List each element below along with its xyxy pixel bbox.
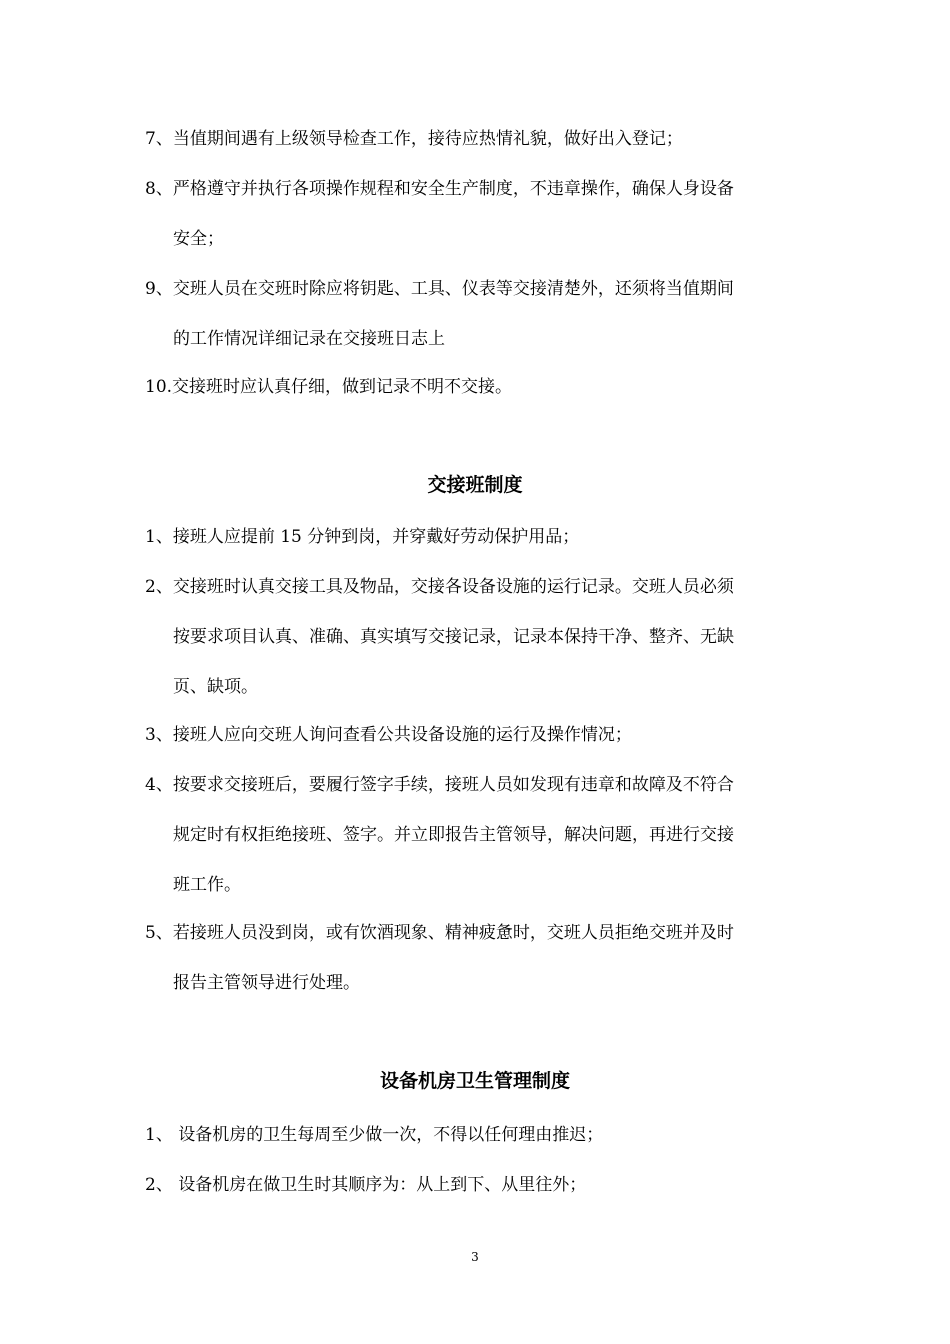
- list-item: [145, 710, 825, 760]
- item-line: 10.交接班时应认真仔细，做到记录不明不交接。: [145, 377, 513, 397]
- item-line: 2、交接班时认真交接工具及物品，交接各设备设施的运行记录。交班人员必须: [145, 577, 734, 597]
- list-item: [145, 512, 825, 562]
- item-line: 9、交班人员在交班时除应将钥匙、工具、仪表等交接清楚外，还须将当值期间: [145, 279, 734, 299]
- list-item: [145, 114, 825, 164]
- list-item: [145, 1110, 825, 1160]
- item-line: 1、 设备机房的卫生每周至少做一次，不得以任何理由推迟；: [145, 1125, 604, 1145]
- item-line: 班工作。: [173, 875, 241, 895]
- item-line: 7、当值期间遇有上级领导检查工作，接待应热情礼貌，做好出入登记；: [145, 129, 683, 149]
- page-number: 3: [471, 1250, 479, 1264]
- list-item: [145, 908, 825, 1008]
- list-item: [145, 1160, 825, 1210]
- item-line: 1、接班人应提前 15 分钟到岗，并穿戴好劳动保护用品；: [145, 527, 580, 547]
- section-title: 交接班制度: [427, 474, 523, 496]
- section-title: 设备机房卫生管理制度: [379, 1070, 570, 1092]
- item-line: 8、严格遵守并执行各项操作规程和安全生产制度，不违章操作，确保人身设备: [145, 179, 734, 199]
- item-line: 规定时有权拒绝接班、签字。并立即报告主管领导，解决问题，再进行交接: [173, 825, 734, 845]
- list-item: [145, 362, 825, 412]
- item-line: 安全；: [173, 229, 224, 249]
- item-line: 页、缺项。: [173, 677, 258, 697]
- item-line: 的工作情况详细记录在交接班日志上: [173, 329, 445, 349]
- list-item: [145, 760, 825, 910]
- list-item: [145, 164, 825, 264]
- item-line: 2、 设备机房在做卫生时其顺序为：从上到下、从里往外；: [145, 1175, 587, 1195]
- item-line: 4、按要求交接班后，要履行签字手续，接班人员如发现有违章和故障及不符合: [145, 775, 734, 795]
- item-line: 按要求项目认真、准确、真实填写交接记录，记录本保持干净、整齐、无缺: [173, 627, 734, 647]
- list-item: [145, 562, 825, 712]
- item-line: 3、接班人应向交班人询问查看公共设备设施的运行及操作情况；: [145, 725, 632, 745]
- list-item: [145, 264, 825, 364]
- item-line: 报告主管领导进行处理。: [173, 973, 360, 993]
- item-line: 5、若接班人员没到岗，或有饮酒现象、精神疲惫时，交班人员拒绝交班并及时: [145, 923, 734, 943]
